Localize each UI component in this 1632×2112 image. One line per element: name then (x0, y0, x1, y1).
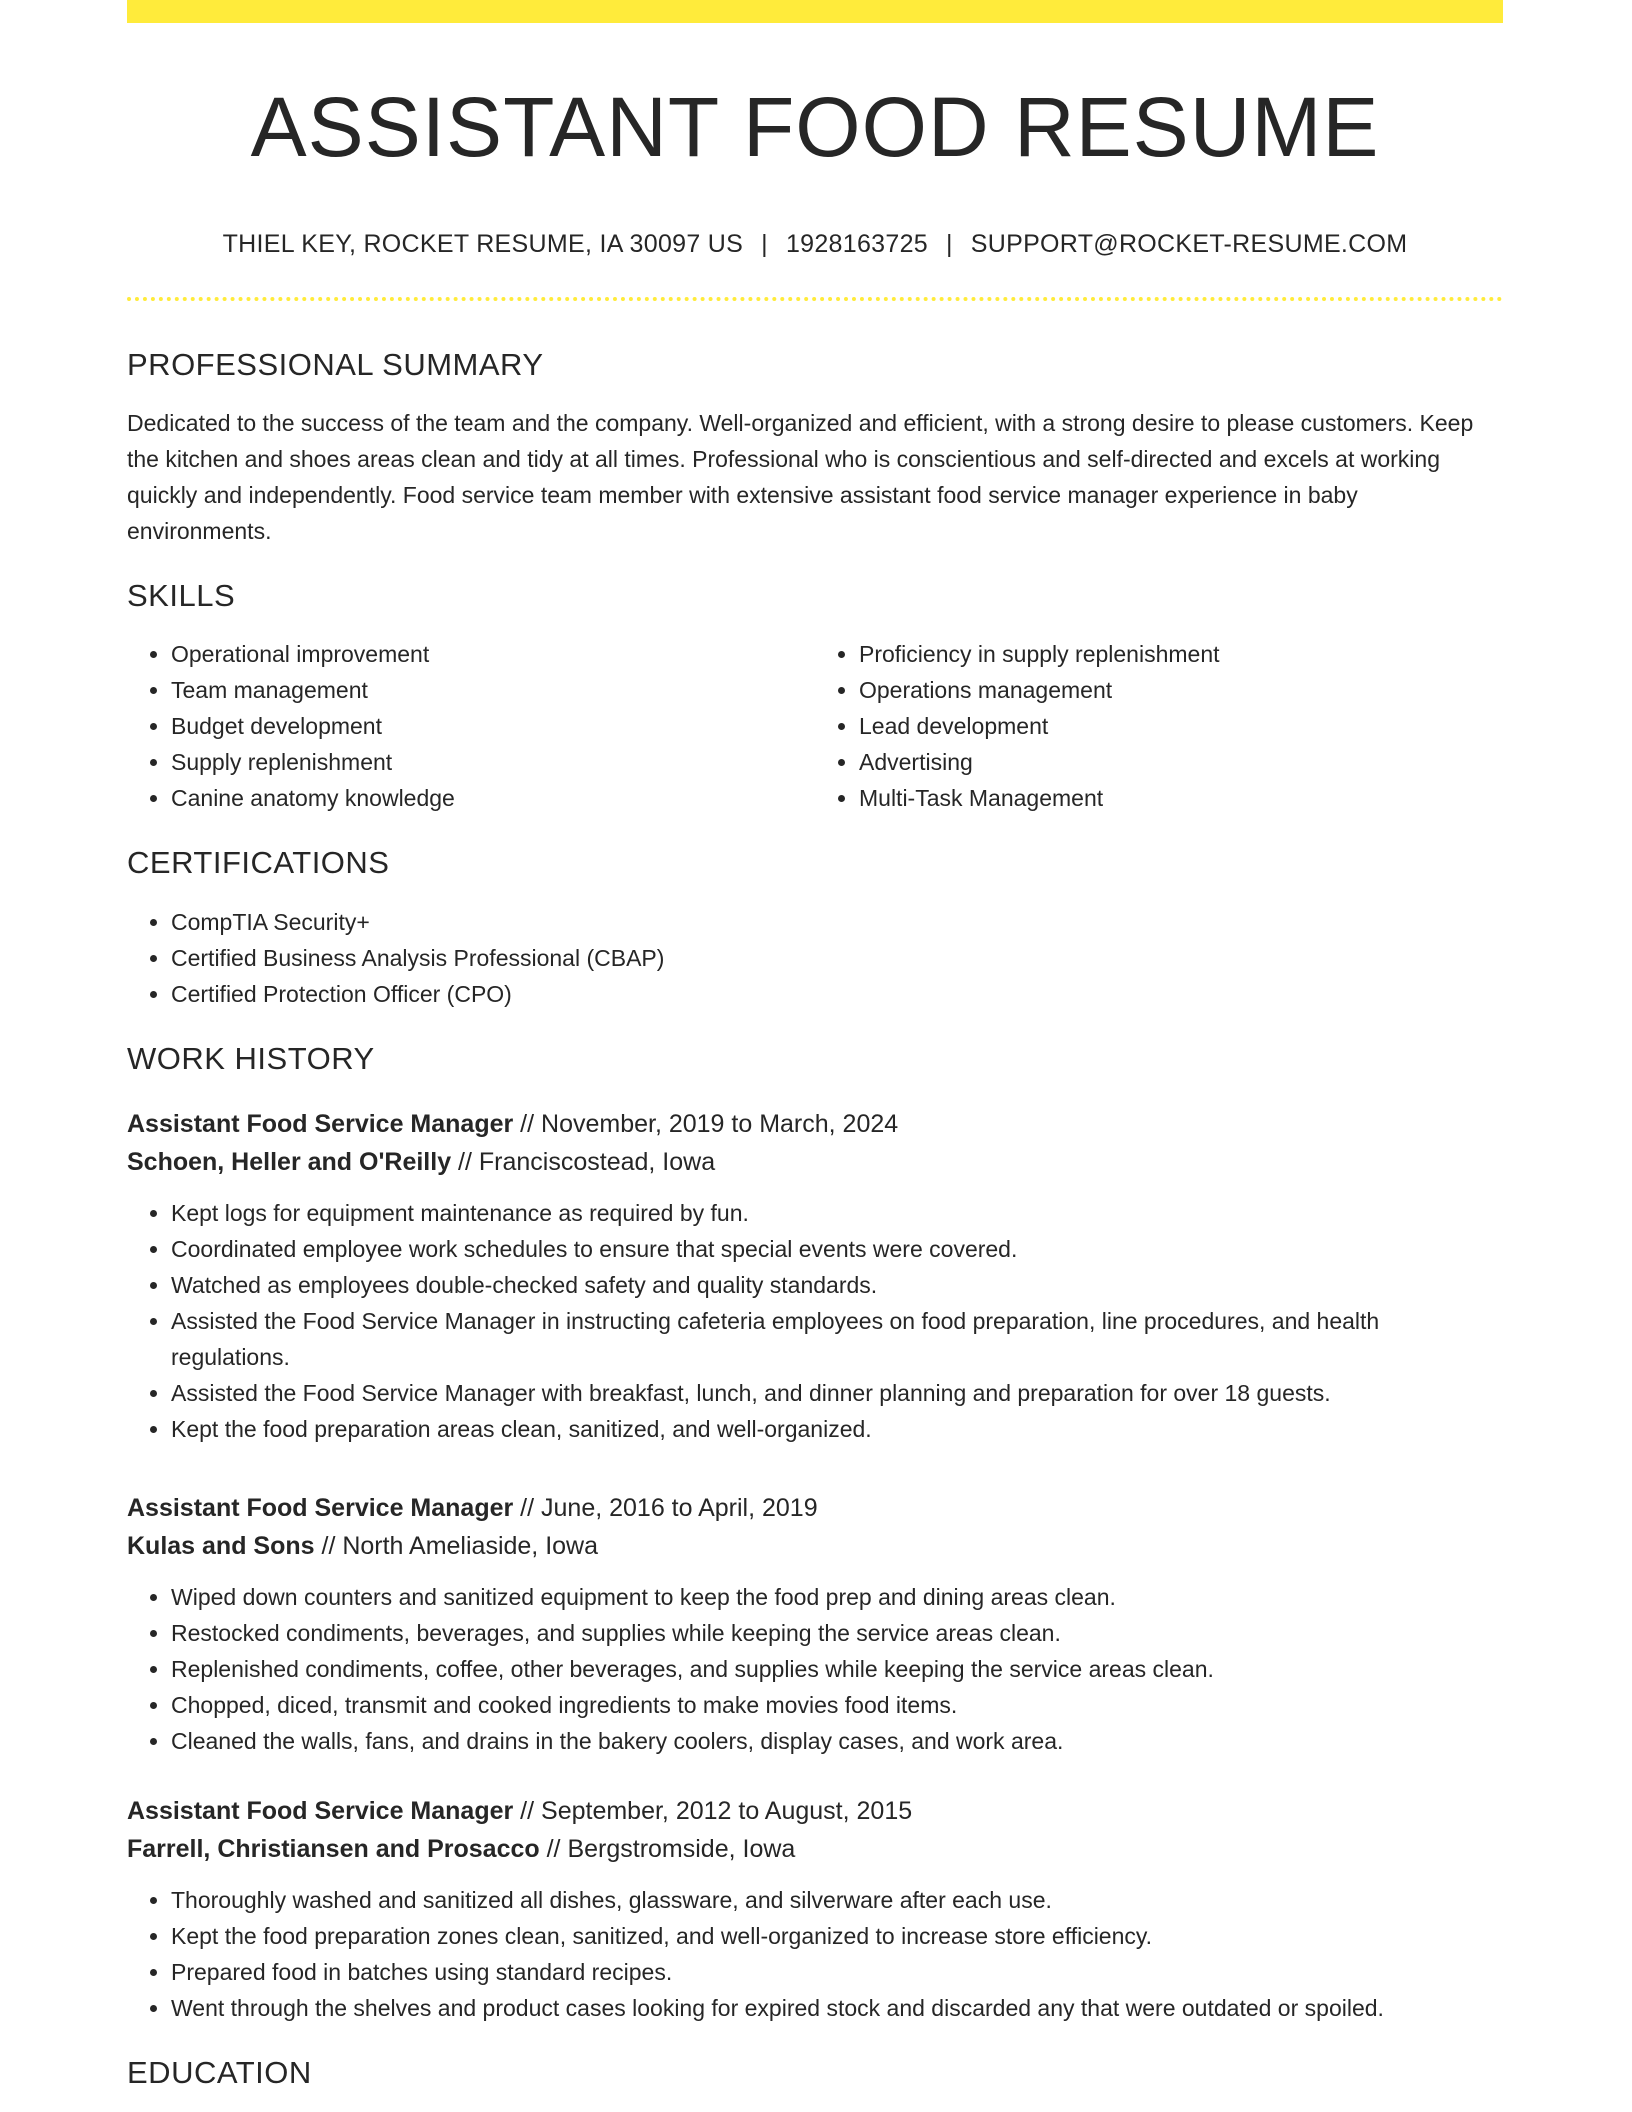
job-company-line (127, 1830, 1503, 1868)
skills-list-left (127, 636, 815, 816)
skills-section (127, 577, 1503, 816)
skills-list-right (815, 636, 1503, 816)
section-title-work-history: WORK HISTORY (127, 1040, 375, 1076)
skill-item: • Operations management (859, 672, 1503, 708)
job-title-line (127, 1105, 1503, 1143)
job-dates: // June, 2016 to April, 2019 (513, 1493, 818, 1522)
job-company-line (127, 1143, 1503, 1181)
job-bullet: • Chopped, diced, transmit and cooked ingredients to make movies food items. (171, 1687, 1503, 1723)
job-entry (127, 1489, 1503, 1759)
certification-item: • Certified Protection Officer (CPO) (171, 976, 1503, 1012)
job-location: // North Ameliaside, Iowa (314, 1531, 599, 1560)
job-position: Assistant Food Service Manager (127, 1493, 514, 1522)
section-title-skills: SKILLS (127, 578, 236, 614)
skill-item: • Operational improvement (171, 636, 815, 672)
job-dates: // November, 2019 to March, 2024 (513, 1109, 899, 1138)
certification-item: • CompTIA Security+ (171, 904, 1503, 940)
job-bullet: • Assisted the Food Service Manager in instructing cafeteria employees on food preparation, line procedures, and health regulations. (171, 1303, 1503, 1375)
education-section (127, 2054, 1503, 2091)
job-bullet: • Went through the shelves and product cases looking for expired stock and discarded any that were outdated or spoiled. (171, 1990, 1503, 2026)
job-bullet: • Kept logs for equipment maintenance as required by fun. (171, 1195, 1503, 1231)
job-bullet: • Coordinated employee work schedules to ensure that special events were covered. (171, 1231, 1503, 1267)
skill-item: • Advertising (859, 744, 1503, 780)
contact-phone: 1928163725 (785, 230, 928, 258)
job-bullet: • Watched as employees double-checked safety and quality standards. (171, 1267, 1503, 1303)
job-bullets (127, 1579, 1503, 1759)
certifications-section (127, 844, 1503, 1011)
job-entry (127, 1105, 1503, 1447)
job-company: Schoen, Heller and O'Reilly (127, 1147, 452, 1176)
skill-item: • Lead development (859, 708, 1503, 744)
job-bullet: • Cleaned the walls, fans, and drains in the bakery coolers, display cases, and work area. (171, 1723, 1503, 1759)
job-position: Assistant Food Service Manager (127, 1109, 514, 1138)
top-accent-bar (127, 0, 1503, 23)
job-bullets (127, 1882, 1503, 2026)
job-bullet: • Thoroughly washed and sanitized all dishes, glassware, and silverware after each use. (171, 1882, 1503, 1918)
contact-separator: | (945, 230, 953, 258)
skill-item: • Budget development (171, 708, 815, 744)
job-bullet: • Restocked condiments, beverages, and supplies while keeping the service areas clean. (171, 1615, 1503, 1651)
job-location: // Bergstromside, Iowa (539, 1834, 796, 1863)
job-position: Assistant Food Service Manager (127, 1796, 514, 1825)
job-company: Kulas and Sons (127, 1531, 315, 1560)
job-title-line (127, 1489, 1503, 1527)
summary-text: Dedicated to the success of the team and the company. Well-organized and efficient, with a strong desire to please customers. Keep the kitchen and shoes areas clean and tidy at all times. Professional who is conscientious and self-directed and excels at working quickly and independently. Food service team member with extensive assistant food service manager experience in baby environments. (127, 410, 1474, 545)
skill-item: • Proficiency in supply replenishment (859, 636, 1503, 672)
job-bullet: • Kept the food preparation zones clean, sanitized, and well-organized to increase store efficiency. (171, 1918, 1503, 1954)
job-bullets (127, 1195, 1503, 1447)
contact-email: SUPPORT@ROCKET-RESUME.COM (970, 230, 1408, 258)
job-company: Farrell, Christiansen and Prosacco (127, 1834, 540, 1863)
skill-item: • Supply replenishment (171, 744, 815, 780)
resume-page (127, 0, 1503, 2091)
skill-item: • Team management (171, 672, 815, 708)
skills-grid (127, 614, 1503, 816)
job-title-line (127, 1792, 1503, 1830)
header-divider (127, 297, 1503, 301)
section-title-summary: PROFESSIONAL SUMMARY (127, 347, 544, 382)
job-dates: // September, 2012 to August, 2015 (513, 1796, 913, 1825)
job-bullet: • Assisted the Food Service Manager with breakfast, lunch, and dinner planning and preparation for over 18 guests. (171, 1375, 1503, 1411)
skill-item: • Multi-Task Management (859, 780, 1503, 816)
certification-item: • Certified Business Analysis Professional (CBAP) (171, 940, 1503, 976)
skill-item: • Canine anatomy knowledge (171, 780, 815, 816)
job-location: // Franciscostead, Iowa (451, 1147, 716, 1176)
contact-line (127, 229, 1503, 259)
certifications-list (127, 904, 1503, 1012)
job-company-line (127, 1527, 1503, 1565)
section-title-education: EDUCATION (127, 2054, 312, 2090)
job-bullet: • Wiped down counters and sanitized equipment to keep the food prep and dining areas clean. (171, 1579, 1503, 1615)
section-title-certifications: CERTIFICATIONS (127, 845, 390, 881)
job-bullet: • Replenished condiments, coffee, other beverages, and supplies while keeping the service areas clean. (171, 1651, 1503, 1687)
contact-address: THIEL KEY, ROCKET RESUME, IA 30097 US (222, 230, 744, 258)
summary-section (127, 346, 1503, 549)
job-bullet: • Kept the food preparation areas clean, sanitized, and well-organized. (171, 1411, 1503, 1447)
job-bullet: • Prepared food in batches using standard recipes. (171, 1954, 1503, 1990)
resume-title: ASSISTANT FOOD RESUME (250, 80, 1380, 174)
work-history-section (127, 1040, 1503, 2026)
job-entry (127, 1792, 1503, 2026)
contact-separator: | (761, 230, 768, 258)
